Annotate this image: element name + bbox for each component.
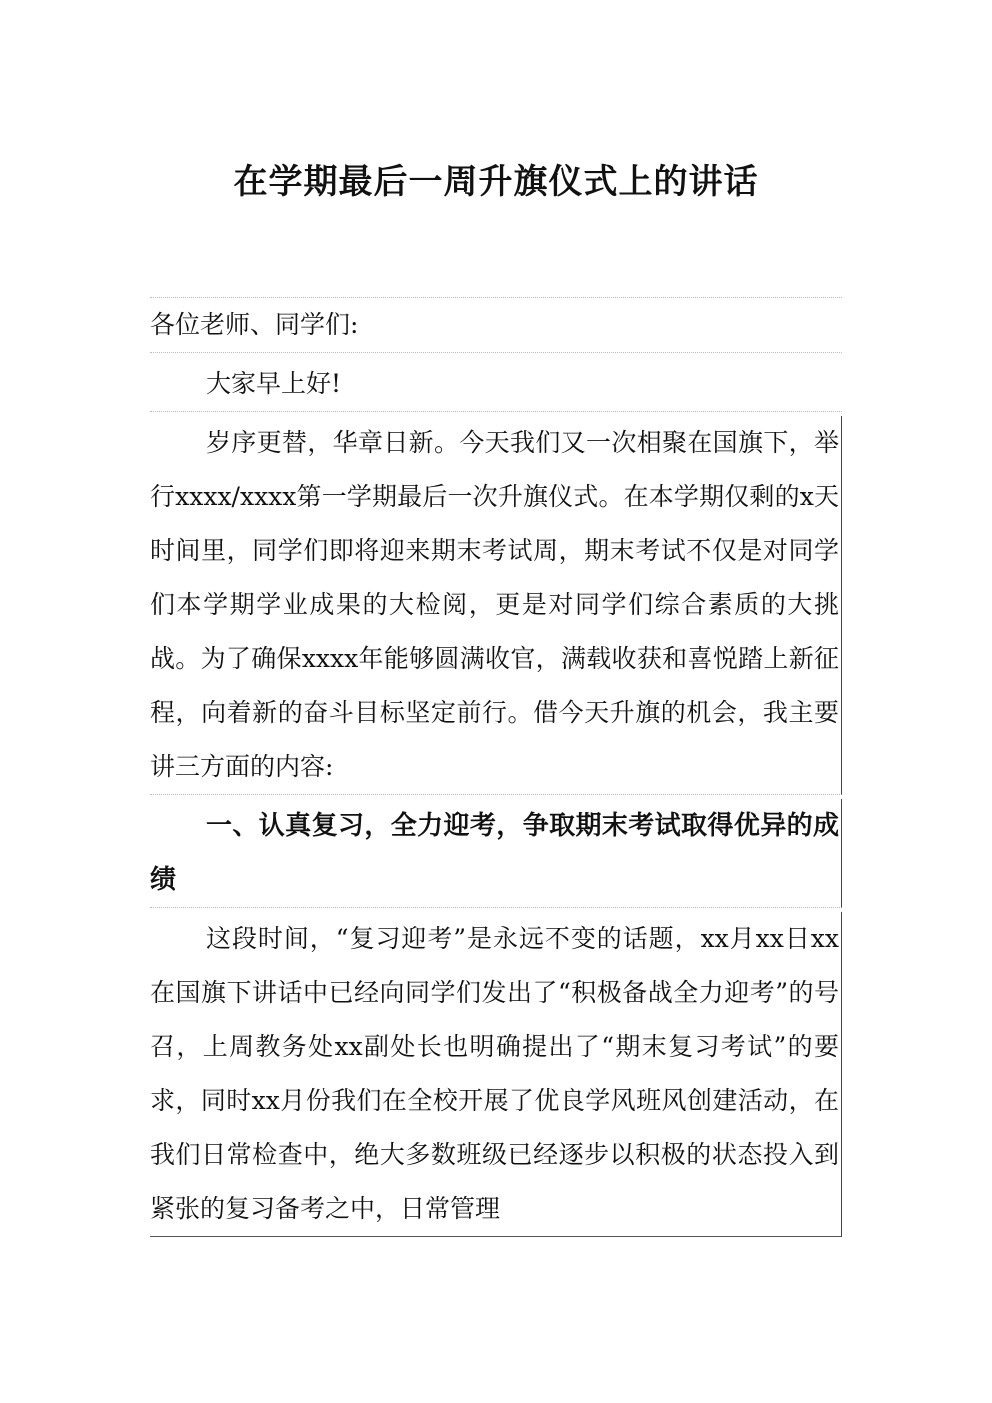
document-title: 在学期最后一周升旗仪式上的讲话 xyxy=(233,162,759,202)
salutation: 各位老师、同学们: xyxy=(150,297,842,353)
document-body xyxy=(150,297,842,1237)
section-heading-1: 一、认真复习，全力迎考，争取期末考试取得优异的成绩 xyxy=(150,799,842,908)
paragraph-section-1: 这段时间，“复习迎考”是永远不变的话题，xx月xx日xx在国旗下讲话中已经向同学们发出了“积极备战全力迎考”的号召，上周教务处xx副处长也明确提出了“期末复习考试”的要求，同时xx月份我们在全校开展了优良学风班风创建活动，在我们日常检查中，绝大多数班级已经逐步以积极的状态投入到紧张的复习备考之中，日常管理 xyxy=(150,912,842,1237)
paragraph-intro: 岁序更替，华章日新。今天我们又一次相聚在国旗下，举行xxxx/xxxx第一学期最后一次升旗仪式。在本学期仅剩的x天时间里，同学们即将迎来期末考试周，期末考试不仅是对同学们本学期学业成果的大检阅，更是对同学们综合素质的大挑战。为了确保xxxx年能够圆满收官，满载收获和喜悦踏上新征程，向着新的奋斗目标坚定前行。借今天升旗的机会，我主要讲三方面的内容: xyxy=(150,416,842,795)
greeting: 大家早上好! xyxy=(150,357,842,412)
